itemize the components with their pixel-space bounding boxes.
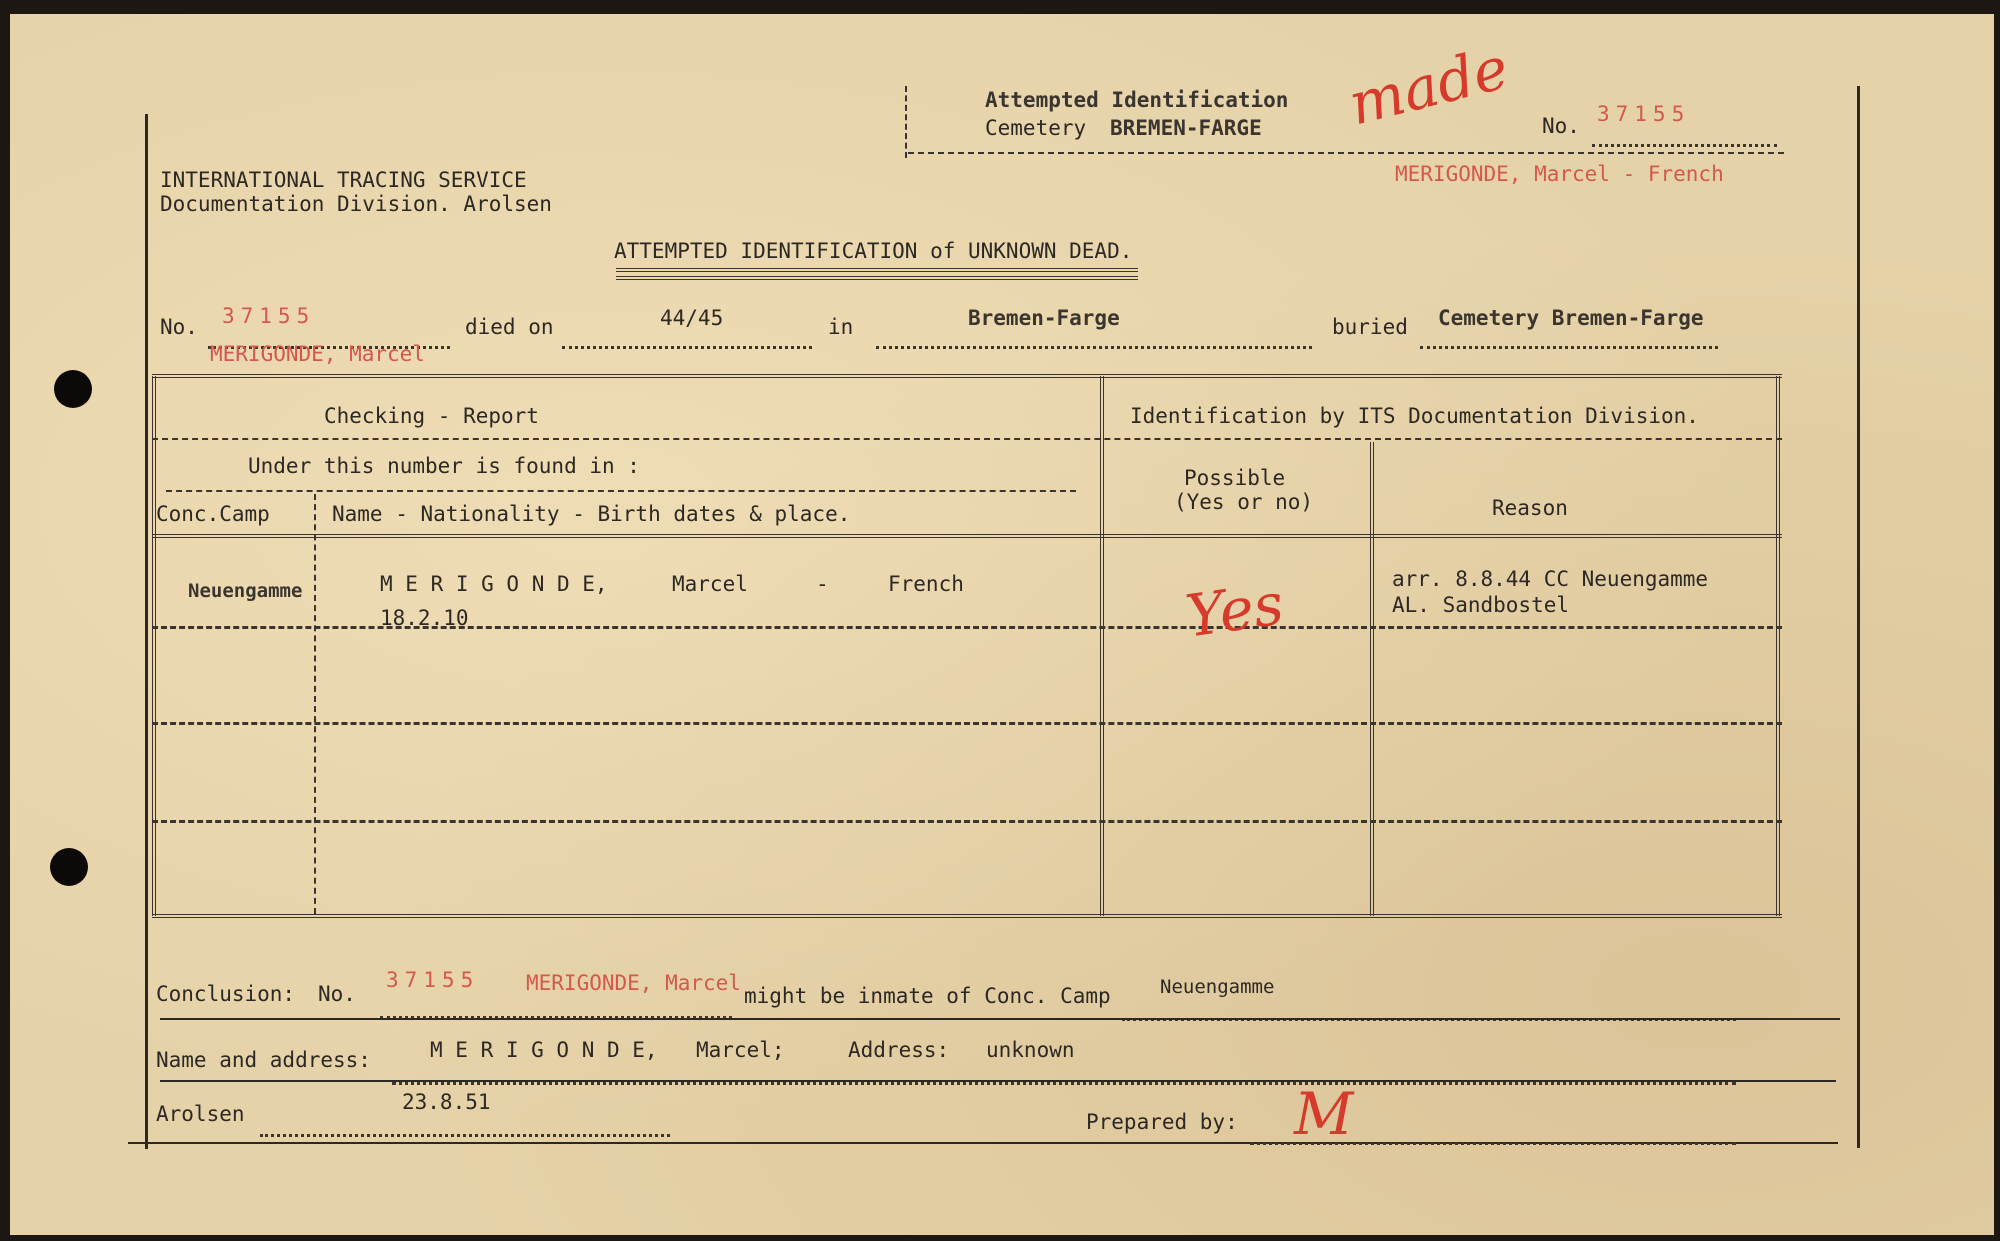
row1-birth-date: 18.2.10	[380, 606, 469, 630]
header-box-cemetery-value: BREMEN-FARGE	[1110, 116, 1262, 140]
table-possible-rule	[1370, 442, 1374, 916]
row1-nationality: French	[888, 572, 964, 596]
conclusion-rule	[160, 1018, 1840, 1020]
address-value: unknown	[986, 1038, 1075, 1062]
col-header-possible-2: (Yes or no)	[1174, 490, 1314, 514]
punch-hole-bottom	[50, 848, 88, 886]
identification-header: Identification by ITS Documentation Division.	[1130, 404, 1699, 428]
table-left-rule	[152, 376, 156, 916]
table-row3-rule	[152, 820, 1782, 823]
row1-possible-handwritten: Yes	[1181, 569, 1288, 651]
address-surname: M E R I G O N D E,	[430, 1038, 658, 1062]
record-no-label: No.	[160, 315, 198, 339]
conclusion-no-label: No.	[318, 982, 356, 1006]
conclusion-no-value: 37155	[386, 968, 480, 992]
record-in-label: in	[828, 315, 854, 339]
prepared-by-label: Prepared by:	[1086, 1110, 1238, 1134]
header-box-left-rule	[905, 86, 907, 158]
table-header-rule	[152, 438, 1782, 440]
row1-dash: -	[816, 572, 829, 596]
table-subheader-rule	[166, 490, 1076, 492]
conclusion-no-dots	[380, 1004, 732, 1023]
conclusion-might-be: might be inmate of Conc. Camp	[744, 984, 1111, 1008]
record-died-label: died on	[465, 315, 554, 339]
row1-reason-line1: arr. 8.8.44 CC Neuengamme	[1392, 567, 1709, 591]
index-card	[10, 14, 1994, 1235]
conclusion-name: MERIGONDE, Marcel	[526, 971, 741, 995]
address-label-inline: Address:	[848, 1038, 950, 1062]
record-buried-value: Cemetery Bremen-Farge	[1438, 306, 1704, 330]
record-in-dots	[876, 334, 1312, 353]
header-box-bottom-rule	[908, 152, 1784, 154]
record-name: MERIGONDE, Marcel	[210, 342, 425, 366]
conclusion-camp-dots	[1122, 1006, 1736, 1025]
punch-hole-top	[54, 370, 92, 408]
row1-reason-line2: AL. Sandbostel	[1392, 593, 1570, 617]
under-number-label: Under this number is found in :	[248, 454, 640, 478]
table-bottom-rule	[152, 914, 1782, 918]
prepared-by-initial: M	[1294, 1080, 1354, 1148]
frame-left-line	[145, 114, 148, 1149]
record-died-dots	[562, 334, 812, 353]
handwritten-annotation: made	[1342, 33, 1515, 139]
header-box-title: Attempted Identification	[985, 88, 1289, 112]
record-died-value: 44/45	[660, 306, 724, 330]
address-rule	[160, 1080, 1836, 1082]
conclusion-label: Conclusion:	[156, 982, 296, 1006]
table-mid-rule	[1100, 376, 1104, 916]
frame-right-line	[1857, 86, 1860, 1148]
conclusion-camp: Neuengamme	[1160, 976, 1275, 998]
address-label: Name and address:	[156, 1048, 371, 1072]
form-title: ATTEMPTED IDENTIFICATION of UNKNOWN DEAD.	[614, 239, 1133, 263]
record-buried-label: buried	[1332, 315, 1408, 339]
header-box-name-line: MERIGONDE, Marcel - French	[1395, 162, 1724, 186]
table-columns-rule	[152, 534, 1782, 538]
table-row2-rule	[152, 722, 1782, 725]
header-box-no-value: 37155	[1597, 102, 1691, 126]
footer-place: Arolsen	[156, 1102, 245, 1126]
header-box-no-dots	[1592, 132, 1777, 151]
record-in-value: Bremen-Farge	[968, 306, 1120, 330]
col-header-reason: Reason	[1492, 496, 1568, 520]
record-buried-dots	[1420, 334, 1718, 353]
table-top-rule	[152, 374, 1782, 378]
footer-date-dots	[260, 1122, 670, 1141]
col-header-camp: Conc.Camp	[156, 502, 270, 526]
table-camp-rule	[314, 494, 316, 914]
org-division: Documentation Division. Arolsen	[160, 192, 552, 216]
form-title-underline	[616, 268, 1138, 272]
row1-firstname: Marcel	[672, 572, 748, 596]
org-name: INTERNATIONAL TRACING SERVICE	[160, 168, 527, 192]
footer-date: 23.8.51	[402, 1090, 491, 1114]
row1-camp: Neuengamme	[188, 580, 303, 602]
header-box-no-label: No.	[1542, 114, 1580, 138]
record-no-value: 37155	[222, 304, 316, 328]
address-firstname: Marcel;	[696, 1038, 785, 1062]
table-right-rule	[1776, 376, 1780, 916]
checking-report-header: Checking - Report	[324, 404, 539, 428]
form-title-underline-2	[616, 276, 1138, 280]
col-header-possible-1: Possible	[1184, 466, 1286, 490]
col-header-name: Name - Nationality - Birth dates & place.	[332, 502, 851, 526]
header-box-cemetery-label: Cemetery	[985, 116, 1087, 140]
row1-surname: M E R I G O N D E,	[380, 572, 608, 596]
